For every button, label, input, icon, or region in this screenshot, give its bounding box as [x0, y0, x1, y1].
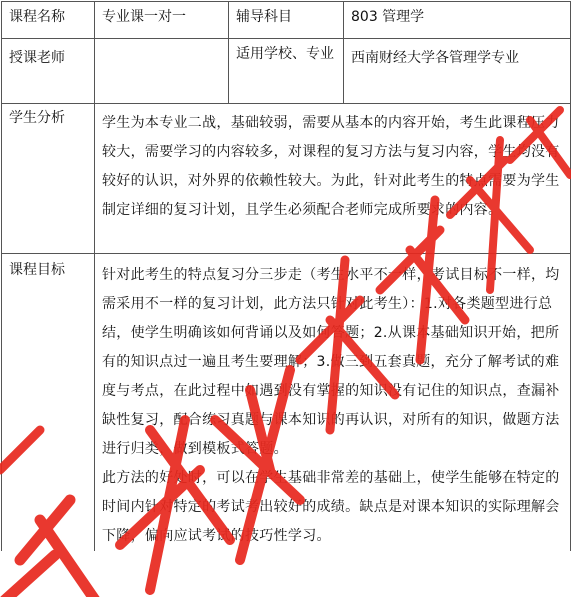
table-row: [2, 39, 571, 104]
course-name-value: 专业课一对一: [95, 2, 229, 39]
student-analysis-text: 学生为本专业二战，基础较弱，需要从基本的内容开始，考生此课程压力较大，需要学习的内容较多，对课程的复习方法与复习内容，学生均没有较好的认识，对外界的依赖性较大。为此，针对此考生的特点需要为学生制定详细的复习计划，且学生必须配合老师完成所要求的内容。: [102, 115, 560, 218]
table-row: [2, 104, 571, 254]
subject-value: 803 管理学: [344, 2, 571, 39]
student-analysis-label: 学生分析: [2, 104, 95, 254]
course-goal-paragraph-1: 针对此考生的特点复习分三步走（考生水平不一样，考试目标不一样，均需采用不一样的复习计划，此方法只针对此考生）：1.对各类题型进行总结，使学生明确该如何背诵以及如何答题；2.从课本基础知识开始，把所有的知识点过一遍且考生要理解；3.做三到五套真题，充分了解考试的难度与考点，在此过程中如遇到没有掌握的知识没有记住的知识点，查漏补缺性复习，配合练习真题与课本知识的再认识，对所有的知识，做题方法进行归类，做到模板式答题。: [102, 267, 560, 457]
table-row: [2, 254, 571, 552]
school-major-value: 西南财经大学各管理学专业: [344, 39, 571, 104]
teacher-label: 授课老师: [2, 39, 95, 104]
course-plan-table: [1, 1, 571, 551]
course-goal-paragraph-2: 此方法的好处时，可以在学生基础非常差的基础上，使学生能够在特定的时间内针对特定的考试考出较好的成绩。缺点是对课本知识的实际理解会下降，偏向应试考试的技巧性学习。: [102, 470, 560, 544]
table-row: [2, 2, 571, 39]
school-major-label: 适用学校、专业: [229, 39, 344, 104]
course-goal-cell: [95, 254, 571, 552]
teacher-value: [95, 39, 229, 104]
course-goal-label: 课程目标: [2, 254, 95, 552]
subject-label: 辅导科目: [229, 2, 344, 39]
course-name-label: 课程名称: [2, 2, 95, 39]
student-analysis-cell: [95, 104, 571, 254]
